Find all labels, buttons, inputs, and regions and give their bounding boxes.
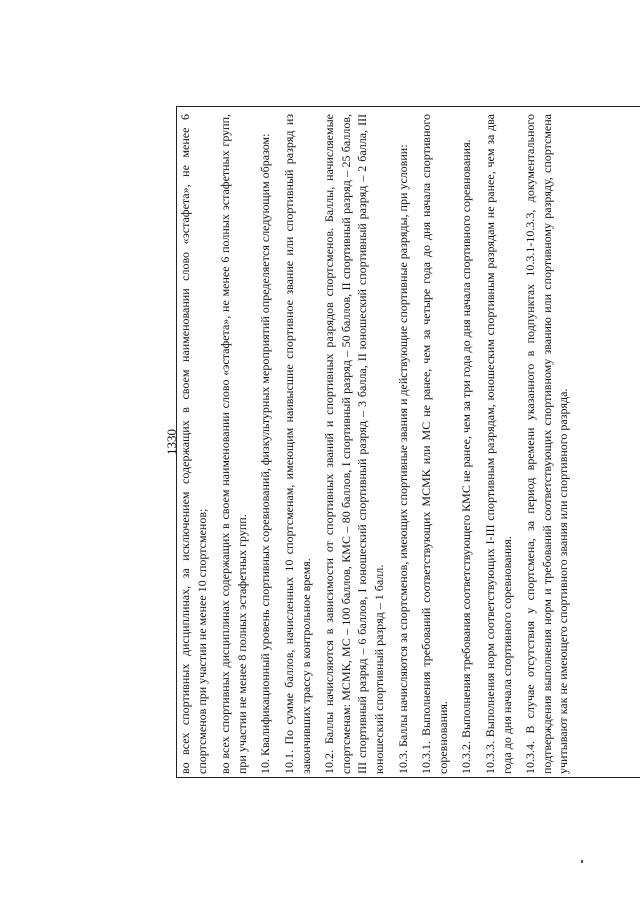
document-body: [177, 112, 572, 776]
rotated-document-sheet: [166, 106, 640, 778]
paragraph-10-3-1: 10.3.1. Выполнения требований соответствующих МСМК или МС не ранее, чем за четыре года до дня начала спортивного соревнования.: [419, 114, 450, 774]
paragraph-relay-exclusion: во всех спортивных дисциплинах, за исключением содержащих в своем наименовании слово «эстафета», не менее 6 спортсменов при участии не менее 10 спортсменов;: [178, 114, 209, 774]
paragraph-10-3-4: 10.3.4. В случае отсутствия у спортсмена, за период времени указанного в подпунктах 10.3.1-10.3.3, документального подтверждения выполнения норм и требований соответствующих спортивному званию или спортивному разряду, спортсмена учитывают как не имеющего спортивного звания или спортивного разряда.: [523, 114, 571, 774]
paragraph-10-3-2: 10.3.2. Выполнения требования соответствующего КМС не ранее, чем за три года до дня начала спортивного соревнования.: [459, 139, 474, 774]
scan-mark: [581, 860, 583, 863]
paragraph-section-10: 10. Квалификационный уровень спортивных соревнований, физкультурных мероприятий определяется следующим образом:: [258, 133, 273, 774]
paragraph-10-3-3: 10.3.3. Выполнения норм соответствующих I-III спортивным разрядам, юношеским спортивным разрядам не ранее, чем за два года до дня начала спортивного соревнования.: [482, 114, 514, 774]
paragraph-relay-groups: во всех спортивных дисциплинах содержащих в своем наименовании слово «эстафета», не менее 6 полных эстафетных групп, при участии не менее 8 полных эстафетных групп.: [218, 114, 249, 774]
paragraph-10-3: 10.3. Баллы начисляются за спортсменов, имеющих спортивные звания и действующие спортивные разряды, при условии:: [395, 144, 410, 774]
paragraph-10-2: 10.2. Баллы начисляются в зависимости от спортивных званий и спортивных разрядов спортсменов. Баллы, начисляемые спортсменам: МСМК, МС – 100 баллов, КМС – 80 баллов, I спортивный разряд – 50 баллов, II спортивный разряд – 25 баллов, III спортивный разряд – 6 баллов, I юношеский спортивный разряд – 3 балла, II юношеский спортивный разряд – 2 балла, III юношеский спортивный разряд – 1 балл.: [322, 114, 386, 774]
page-number: 1330: [164, 429, 179, 455]
paragraph-10-1: 10.1. По сумме баллов, начисленных 10 спортсменам, имеющим наивысшие спортивное звание или спортивный разряд из закончивших трассу в контрольное время.: [281, 114, 313, 774]
